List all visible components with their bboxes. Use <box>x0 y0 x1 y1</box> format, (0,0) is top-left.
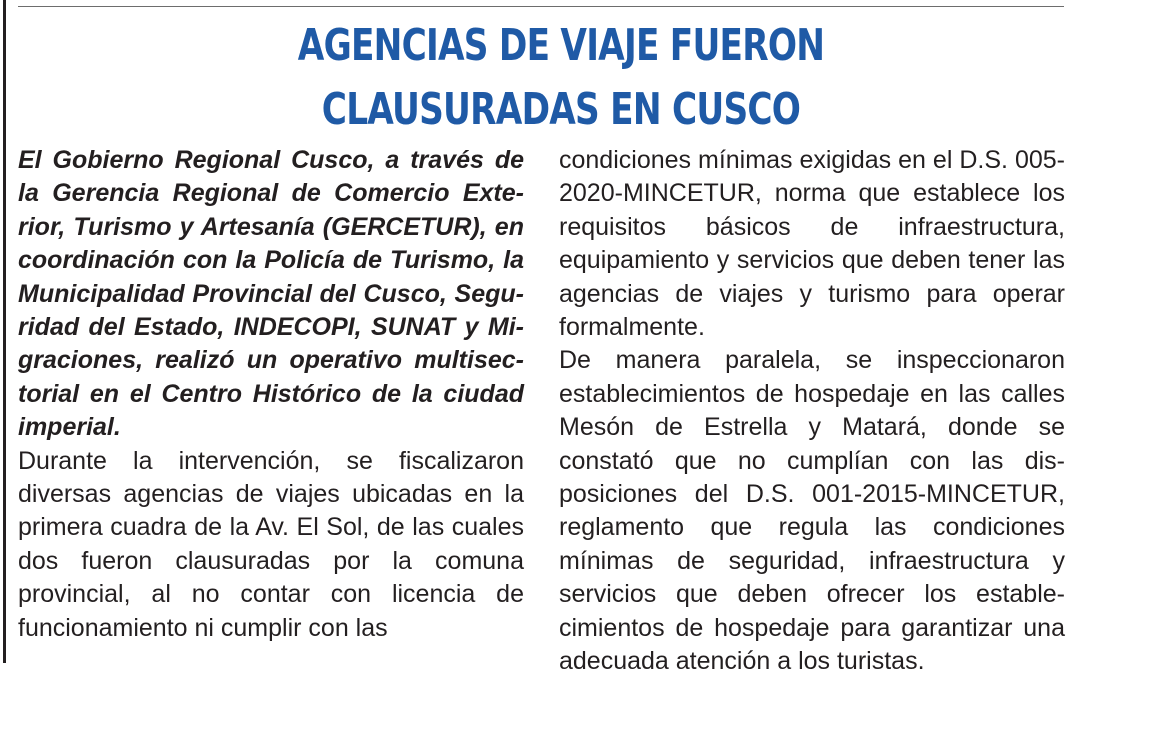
article-paragraph-2-continued: condiciones mínimas exigidas en el D.S. 005-2020-MINCETUR, norma que establece los requisitos básicos de infraestructura, equipamiento y servicios que deben tener las agencias de viajes y turismo para operar formalmente. <box>559 146 1065 342</box>
article-lede: El Gobierno Regional Cusco, a través de la Gerencia Regional de Comercio Exterior, Turismo y Artesanía (GERCETUR), en coordinación con la Policía de Turismo, la Municipalidad Provincial del Cusco, Seguridad del Estado, INDECOPI, SUNAT y Migraciones, realizó un operativo multisectorial en el Centro Histórico de la ciudad imperial. <box>18 146 524 442</box>
article-paragraph-2 <box>18 445 524 645</box>
paragraph-2-text: Durante la intervención, se fiscalizaron diversas agencias de viajes ubicadas en la primera cuadra de la Av. El Sol, de las cuales dos fueron clausuradas por la comuna provincial, al no contar con licencia de funcionamiento ni cumplir con las <box>18 446 524 642</box>
article-column-right <box>559 144 1065 679</box>
top-rule <box>18 6 1064 7</box>
article-headline <box>137 14 984 142</box>
headline-line-2: CLAUSURADAS EN CUSCO <box>321 84 801 135</box>
article-column-left <box>18 144 524 645</box>
headline-line-1: AGENCIAS DE VIAJE FUERON <box>297 20 825 71</box>
left-column-rule <box>3 0 6 663</box>
article-paragraph-3: De manera paralela, se inspeccionaron establecimientos de hospedaje en las calles Mesón de Estrella y Matará, donde se constató que no cumplían con las disposiciones del D.S. 001-2015-MINCETUR, reglamento que regula las condiciones mínimas de seguridad, infraestructura y servicios que deben ofrecer los establecimientos de hospedaje para garantizar una adecuada atención a los turistas. <box>559 346 1065 676</box>
